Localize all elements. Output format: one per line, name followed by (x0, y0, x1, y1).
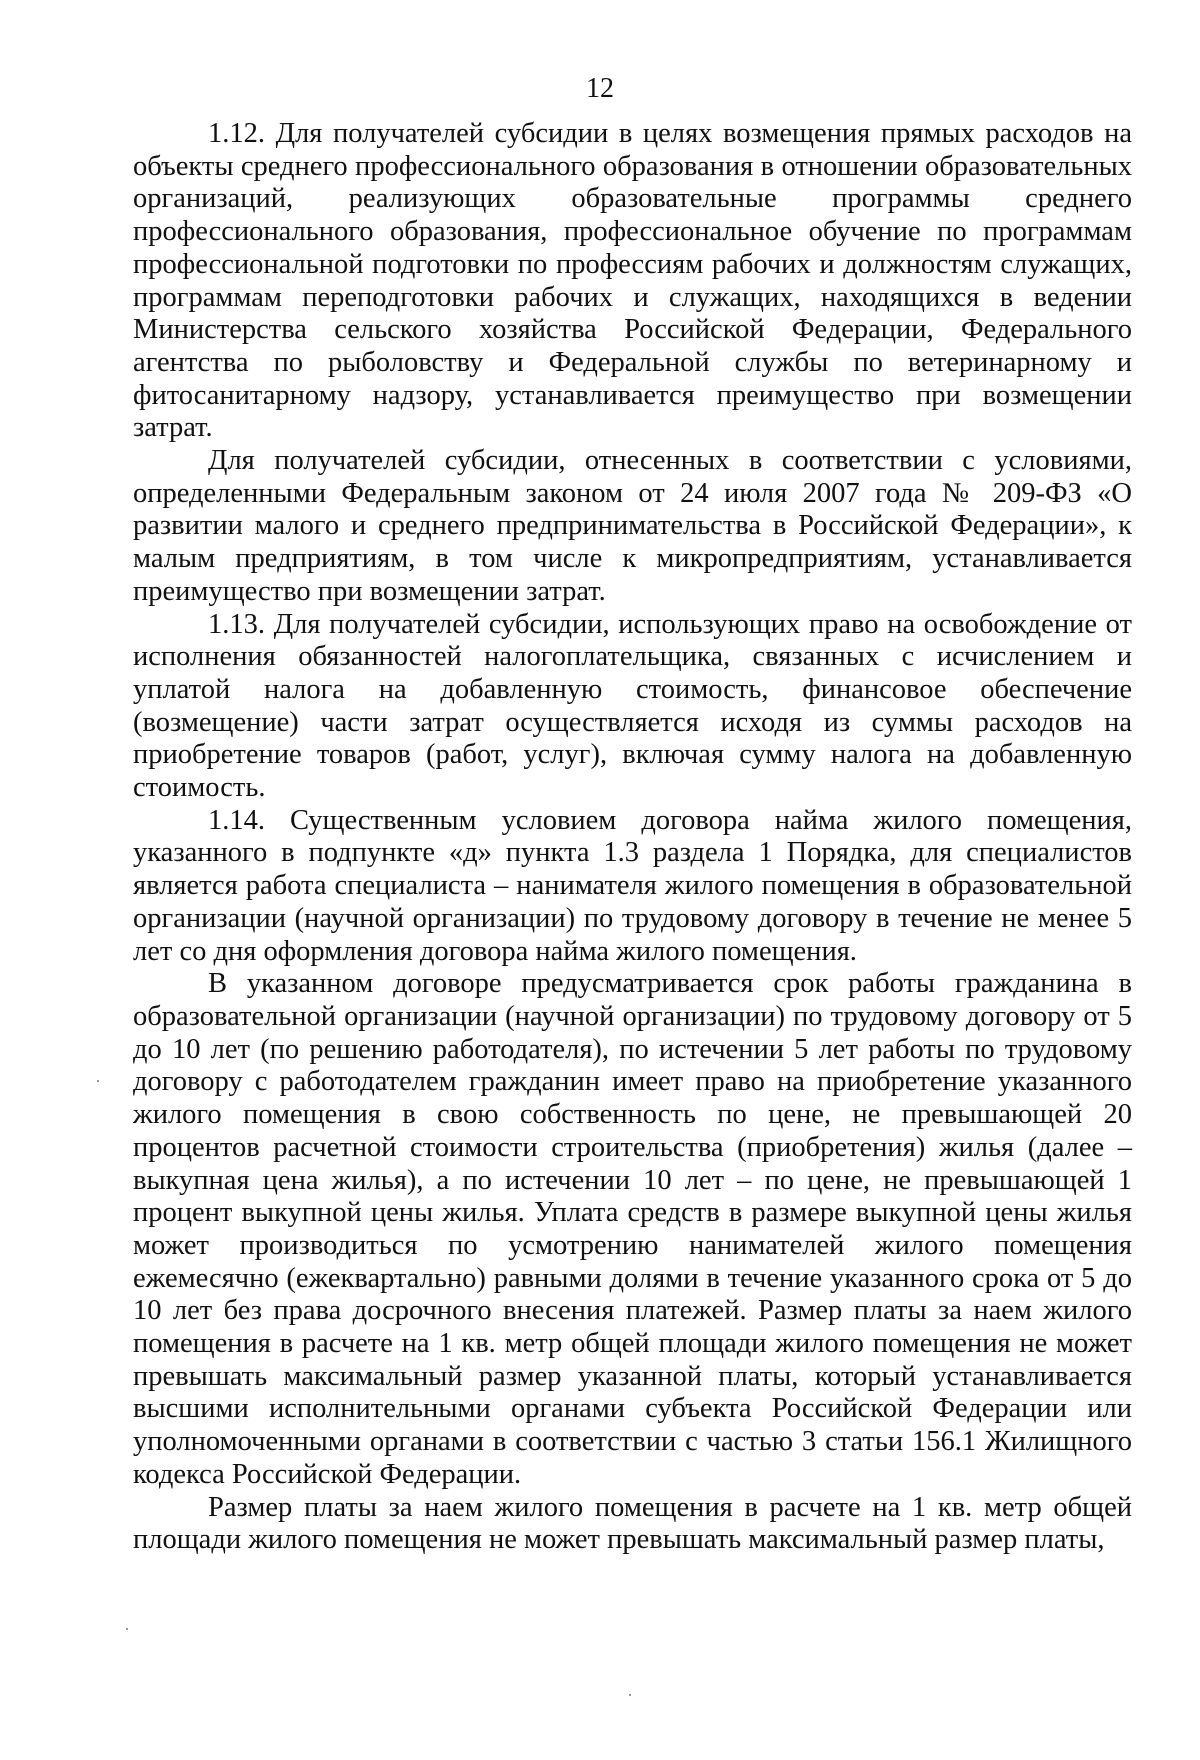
scan-speck (97, 1080, 99, 1082)
paragraph-rent-limit: Размер платы за наем жилого помещения в расчете на 1 кв. метр общей площади жилого помещения не может превышать максимальный размер платы, (133, 1491, 1132, 1556)
document-body (133, 118, 1132, 1557)
paragraph-1-13: 1.13. Для получателей субсидии, использующих право на освобождение от исполнения обязанностей налогоплательщика, связанных с исчислением и уплатой налога на добавленную стоимость, финансовое обеспечение (возмещение) части затрат осуществляется исходя из суммы расходов на приобретение товаров (работ, услуг), включая сумму налога на добавленную стоимость. (133, 608, 1132, 804)
paragraph-1-12: 1.12. Для получателей субсидии в целях возмещения прямых расходов на объекты среднего профессионального образования в отношении образовательных организаций, реализующих образовательные программы среднего профессионального образования, профессиональное обучение по программам профессиональной подготовки по профессиям рабочих и должностям служащих, программам переподготовки рабочих и служащих, находящихся в ведении Министерства сельского хозяйства Российской Федерации, Федерального агентства по рыболовству и Федеральной службы по ветеринарному и фитосанитарному надзору, устанавливается преимущество при возмещении затрат. (133, 118, 1132, 444)
scan-speck (126, 1628, 128, 1630)
paragraph-small-enterprises: Для получателей субсидии, отнесенных в соответствии с условиями, определенными Федеральным законом от 24 июля 2007 года № 209-ФЗ «О развитии малого и среднего предпринимательства в Российской Федерации», к малым предприятиям, в том числе к микропредприятиям, устанавливается преимущество при возмещении затрат. (133, 445, 1132, 607)
paragraph-contract-terms: В указанном договоре предусматривается срок работы гражданина в образовательной организации (научной организации) по трудовому договору от 5 до 10 лет (по решению работодателя), по истечении 5 лет работы по трудовому договору с работодателем гражданин имеет право на приобретение указанного жилого помещения в свою собственность по цене, не превышающей 20 процентов расчетной стоимости строительства (приобретения) жилья (далее – выкупная цена жилья), а по истечении 10 лет – по цене, не превышающей 1 процент выкупной цены жилья. Уплата средств в размере выкупной цены жилья может производиться по усмотрению нанимателей жилого помещения ежемесячно (ежеквартально) равными долями в течение указанного срока от 5 до 10 лет без права досрочного внесения платежей. Размер платы за наем жилого помещения в расчете на 1 кв. метр общей площади жилого помещения не может превышать максимальный размер указанной платы, который устанавливается высшими исполнительными органами субъекта Российской Федерации или уполномоченными органами в соответствии с частью 3 статьи 156.1 Жилищного кодекса Российской Федерации. (133, 968, 1132, 1490)
paragraph-1-14: 1.14. Существенным условием договора найма жилого помещения, указанного в подпункте «д» пункта 1.3 раздела 1 Порядка, для специалистов является работа специалиста – нанимателя жилого помещения в образовательной организации (научной организации) по трудовому договору в течение не менее 5 лет со дня оформления договора найма жилого помещения. (133, 804, 1132, 967)
page-number: 12 (586, 73, 614, 104)
scan-speck (629, 1694, 631, 1696)
